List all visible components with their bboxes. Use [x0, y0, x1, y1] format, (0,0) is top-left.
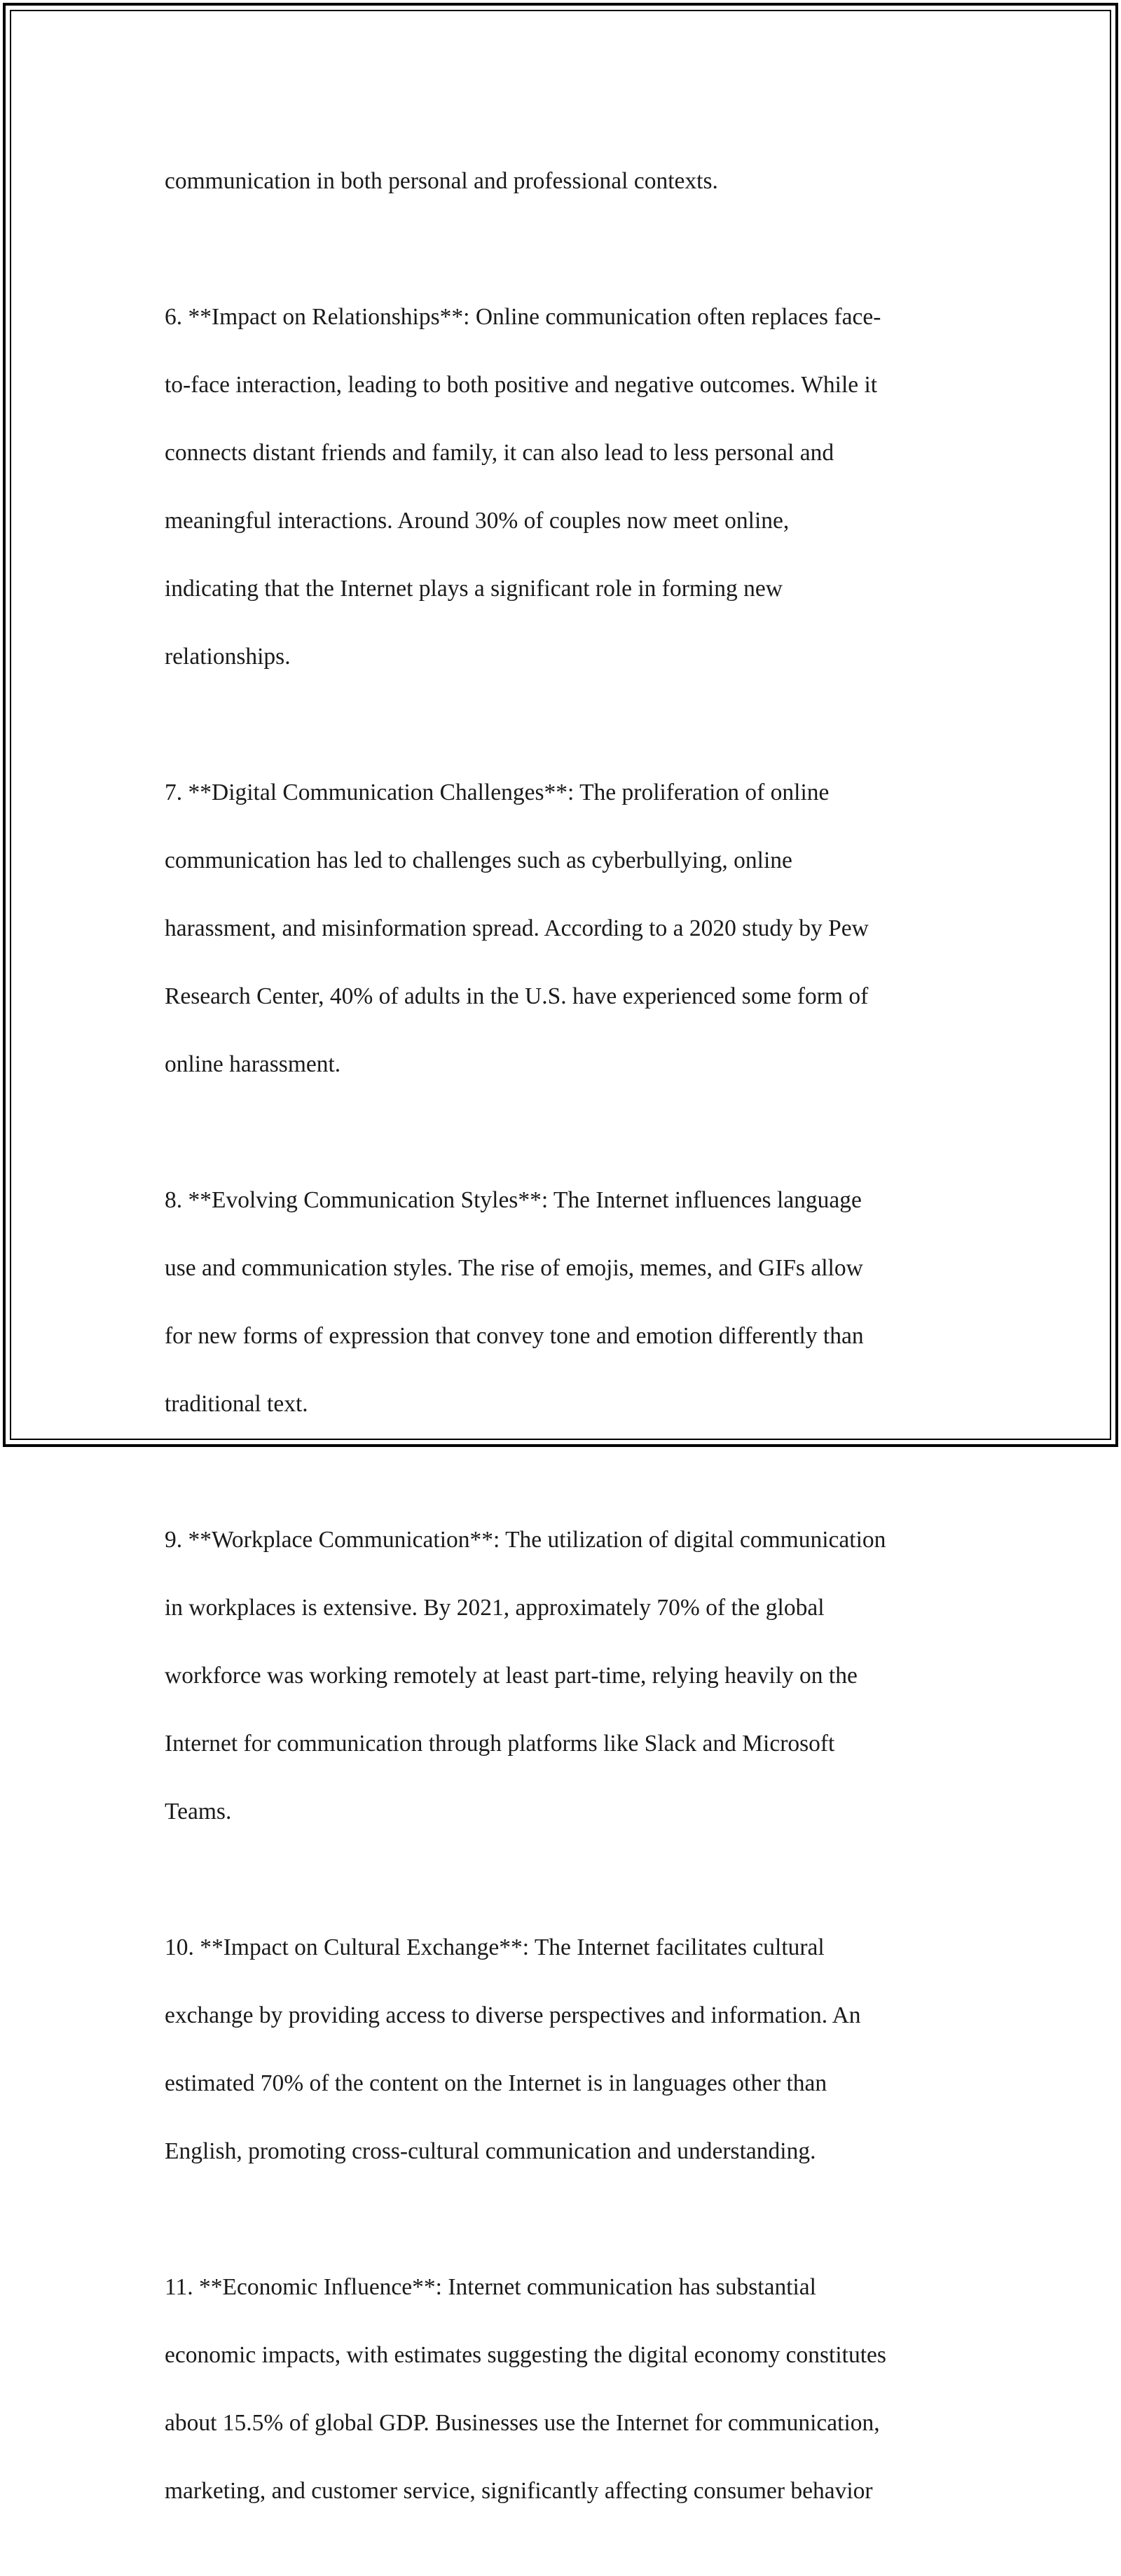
paragraph-continuation	[165, 130, 977, 233]
text-line: in workplaces is extensive. By 2021, approximately 70% of the global	[165, 1594, 825, 1621]
text-line: Teams.	[165, 1798, 232, 1824]
text-line: 6. **Impact on Relationships**: Online communication often replaces face-	[165, 303, 881, 330]
text-line: communication has led to challenges such as cyberbullying, online	[165, 847, 792, 873]
text-line: for new forms of expression that convey tone and emotion differently than	[165, 1322, 864, 1349]
text-line: about 15.5% of global GDP. Businesses use the Internet for communication,	[165, 2409, 880, 2436]
text-line: exchange by providing access to diverse perspectives and information. An	[165, 2002, 861, 2028]
text-line: indicating that the Internet plays a significant role in forming new	[165, 575, 783, 602]
text-line: harassment, and misinformation spread. According to a 2020 study by Pew	[165, 915, 869, 941]
text-line: 8. **Evolving Communication Styles**: The Internet influences language	[165, 1186, 862, 1213]
text-line: English, promoting cross-cultural communication and understanding.	[165, 2138, 816, 2164]
text-line: economic impacts, with estimates suggesting the digital economy constitutes	[165, 2341, 886, 2368]
text-line: estimated 70% of the content on the Internet is in languages other than	[165, 2070, 827, 2096]
paragraph-item-7	[165, 742, 977, 1116]
text-line: 9. **Workplace Communication**: The utilization of digital communication	[165, 1526, 886, 1553]
paragraph-item-9	[165, 1489, 977, 1863]
text-line: workforce was working remotely at least part-time, relying heavily on the	[165, 1662, 858, 1689]
text-line: 7. **Digital Communication Challenges**: The proliferation of online	[165, 779, 830, 805]
paragraph-item-11	[165, 2236, 977, 2542]
text-line: use and communication styles. The rise of emojis, memes, and GIFs allow	[165, 1254, 863, 1281]
text-line: online harassment.	[165, 1051, 341, 1077]
text-line: marketing, and customer service, significantly affecting consumer behavior	[165, 2477, 873, 2504]
document-body	[165, 130, 977, 2576]
paragraph-item-10	[165, 1897, 977, 2203]
text-line: relationships.	[165, 643, 291, 670]
text-line: traditional text.	[165, 1390, 308, 1417]
text-line: connects distant friends and family, it can also lead to less personal and	[165, 439, 834, 466]
text-line: 10. **Impact on Cultural Exchange**: The Internet facilitates cultural	[165, 1934, 825, 1960]
text-line: Research Center, 40% of adults in the U.S. have experienced some form of	[165, 983, 869, 1009]
paragraph-item-6	[165, 266, 977, 708]
text-line: to-face interaction, leading to both positive and negative outcomes. While it	[165, 371, 878, 398]
text-line: meaningful interactions. Around 30% of couples now meet online,	[165, 507, 790, 534]
paragraph-item-8	[165, 1149, 977, 1455]
text-line: communication in both personal and professional contexts.	[165, 167, 718, 194]
text-line: 11. **Economic Influence**: Internet communication has substantial	[165, 2273, 816, 2300]
text-line: Internet for communication through platforms like Slack and Microsoft	[165, 1730, 835, 1757]
